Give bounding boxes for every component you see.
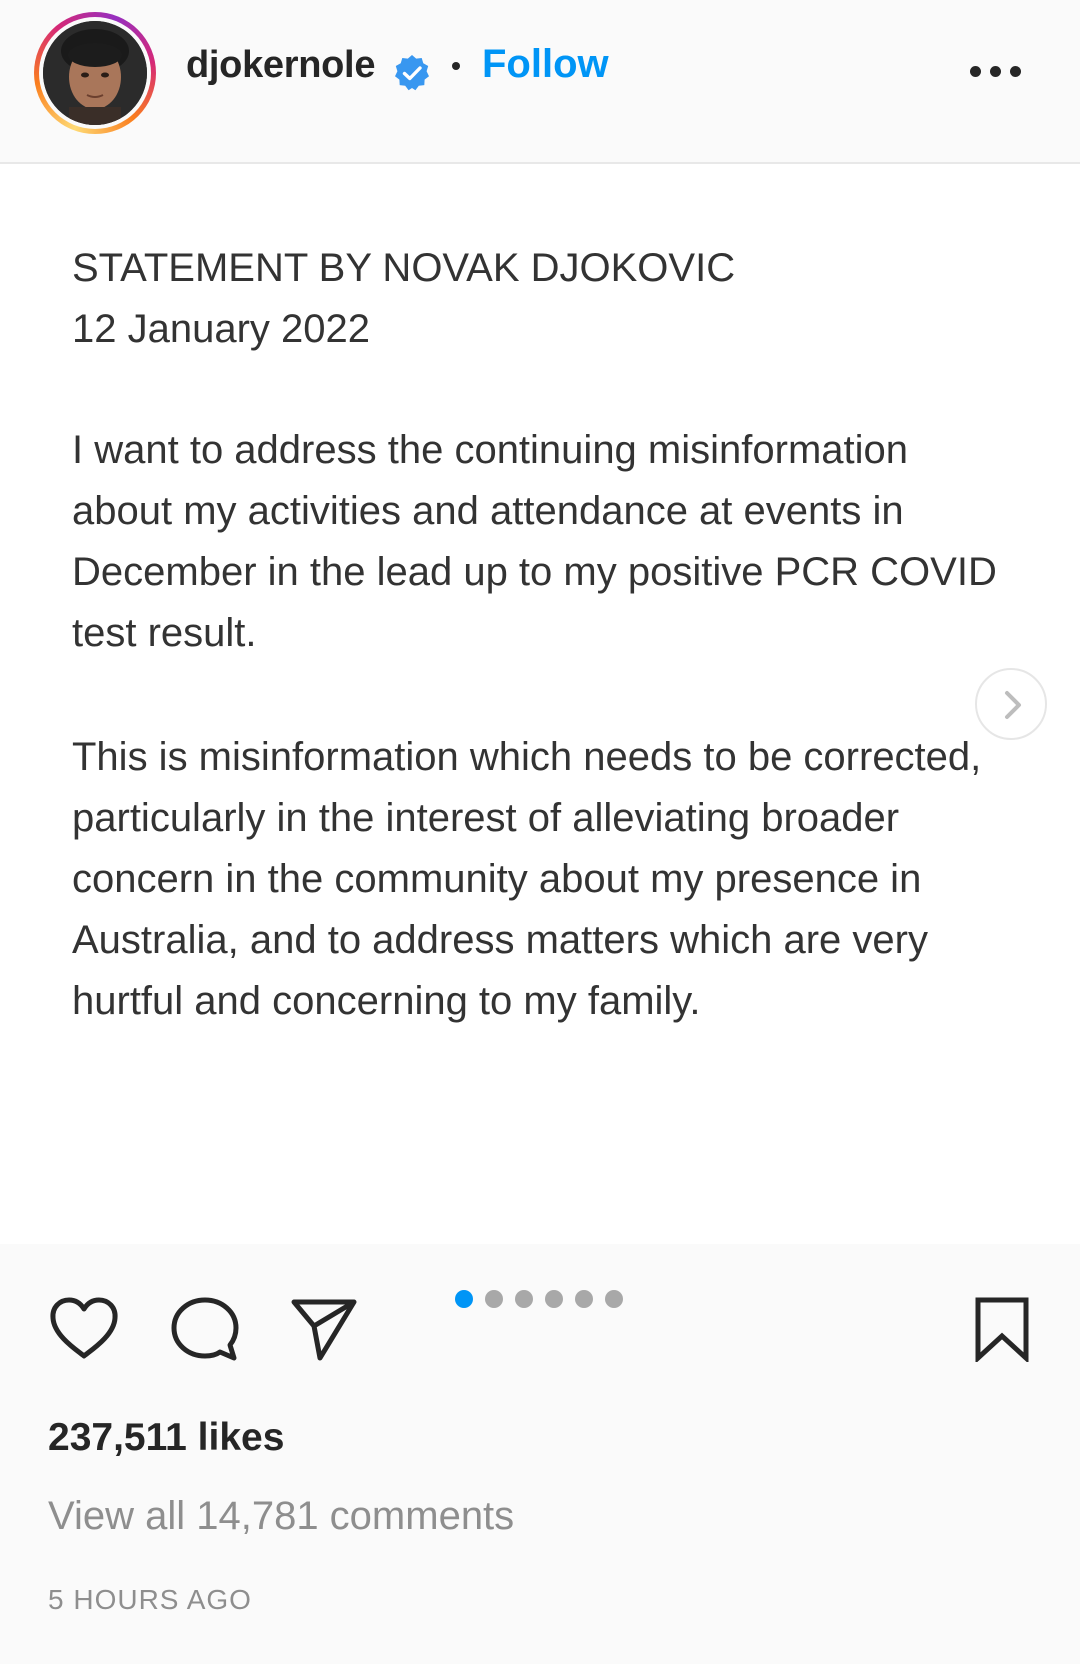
carousel-dot bbox=[485, 1290, 503, 1308]
carousel-dot bbox=[515, 1290, 533, 1308]
comment-bubble-icon bbox=[170, 1296, 240, 1364]
verified-badge-icon bbox=[392, 53, 432, 93]
post-timestamp: 5 HOURS AGO bbox=[48, 1584, 252, 1615]
more-options-icon[interactable] bbox=[970, 64, 1022, 80]
action-bar bbox=[0, 1244, 1080, 1664]
statement-date: 12 January 2022 bbox=[72, 307, 371, 351]
like-button[interactable] bbox=[48, 1296, 120, 1367]
avatar-photo bbox=[43, 21, 147, 125]
carousel-dot bbox=[455, 1290, 473, 1308]
paper-plane-icon bbox=[290, 1296, 358, 1364]
statement-title: STATEMENT BY NOVAK DJOKOVIC bbox=[72, 246, 736, 290]
likes-count[interactable]: 237,511 likes bbox=[48, 1416, 285, 1459]
bookmark-icon bbox=[972, 1296, 1032, 1362]
separator-dot bbox=[452, 62, 460, 70]
next-slide-button[interactable] bbox=[975, 668, 1047, 740]
follow-button[interactable]: Follow bbox=[482, 42, 609, 86]
statement-paragraph-2: This is misinformation which needs to be corrected, particularly in the interest of alleviating broader concern in the community about my presence in Australia, and to address matters which are very hurtful and concerning to my family. bbox=[72, 735, 982, 1023]
post-image[interactable] bbox=[0, 164, 1080, 1244]
carousel-dot bbox=[545, 1290, 563, 1308]
share-button[interactable] bbox=[290, 1296, 358, 1369]
avatar[interactable] bbox=[34, 12, 156, 134]
save-button[interactable] bbox=[972, 1296, 1032, 1367]
heart-icon bbox=[48, 1296, 120, 1362]
post-header bbox=[0, 0, 1080, 164]
statement-paragraph-1: I want to address the continuing misinformation about my activities and attendance at events in December in the lead up to my positive PCR COVID test result. bbox=[72, 428, 997, 655]
chevron-right-icon bbox=[997, 688, 1029, 722]
username[interactable]: djokernole bbox=[186, 44, 376, 86]
view-comments-link[interactable]: View all 14,781 comments bbox=[48, 1494, 515, 1538]
carousel-dot bbox=[605, 1290, 623, 1308]
comment-button[interactable] bbox=[170, 1296, 240, 1369]
carousel-dot bbox=[575, 1290, 593, 1308]
